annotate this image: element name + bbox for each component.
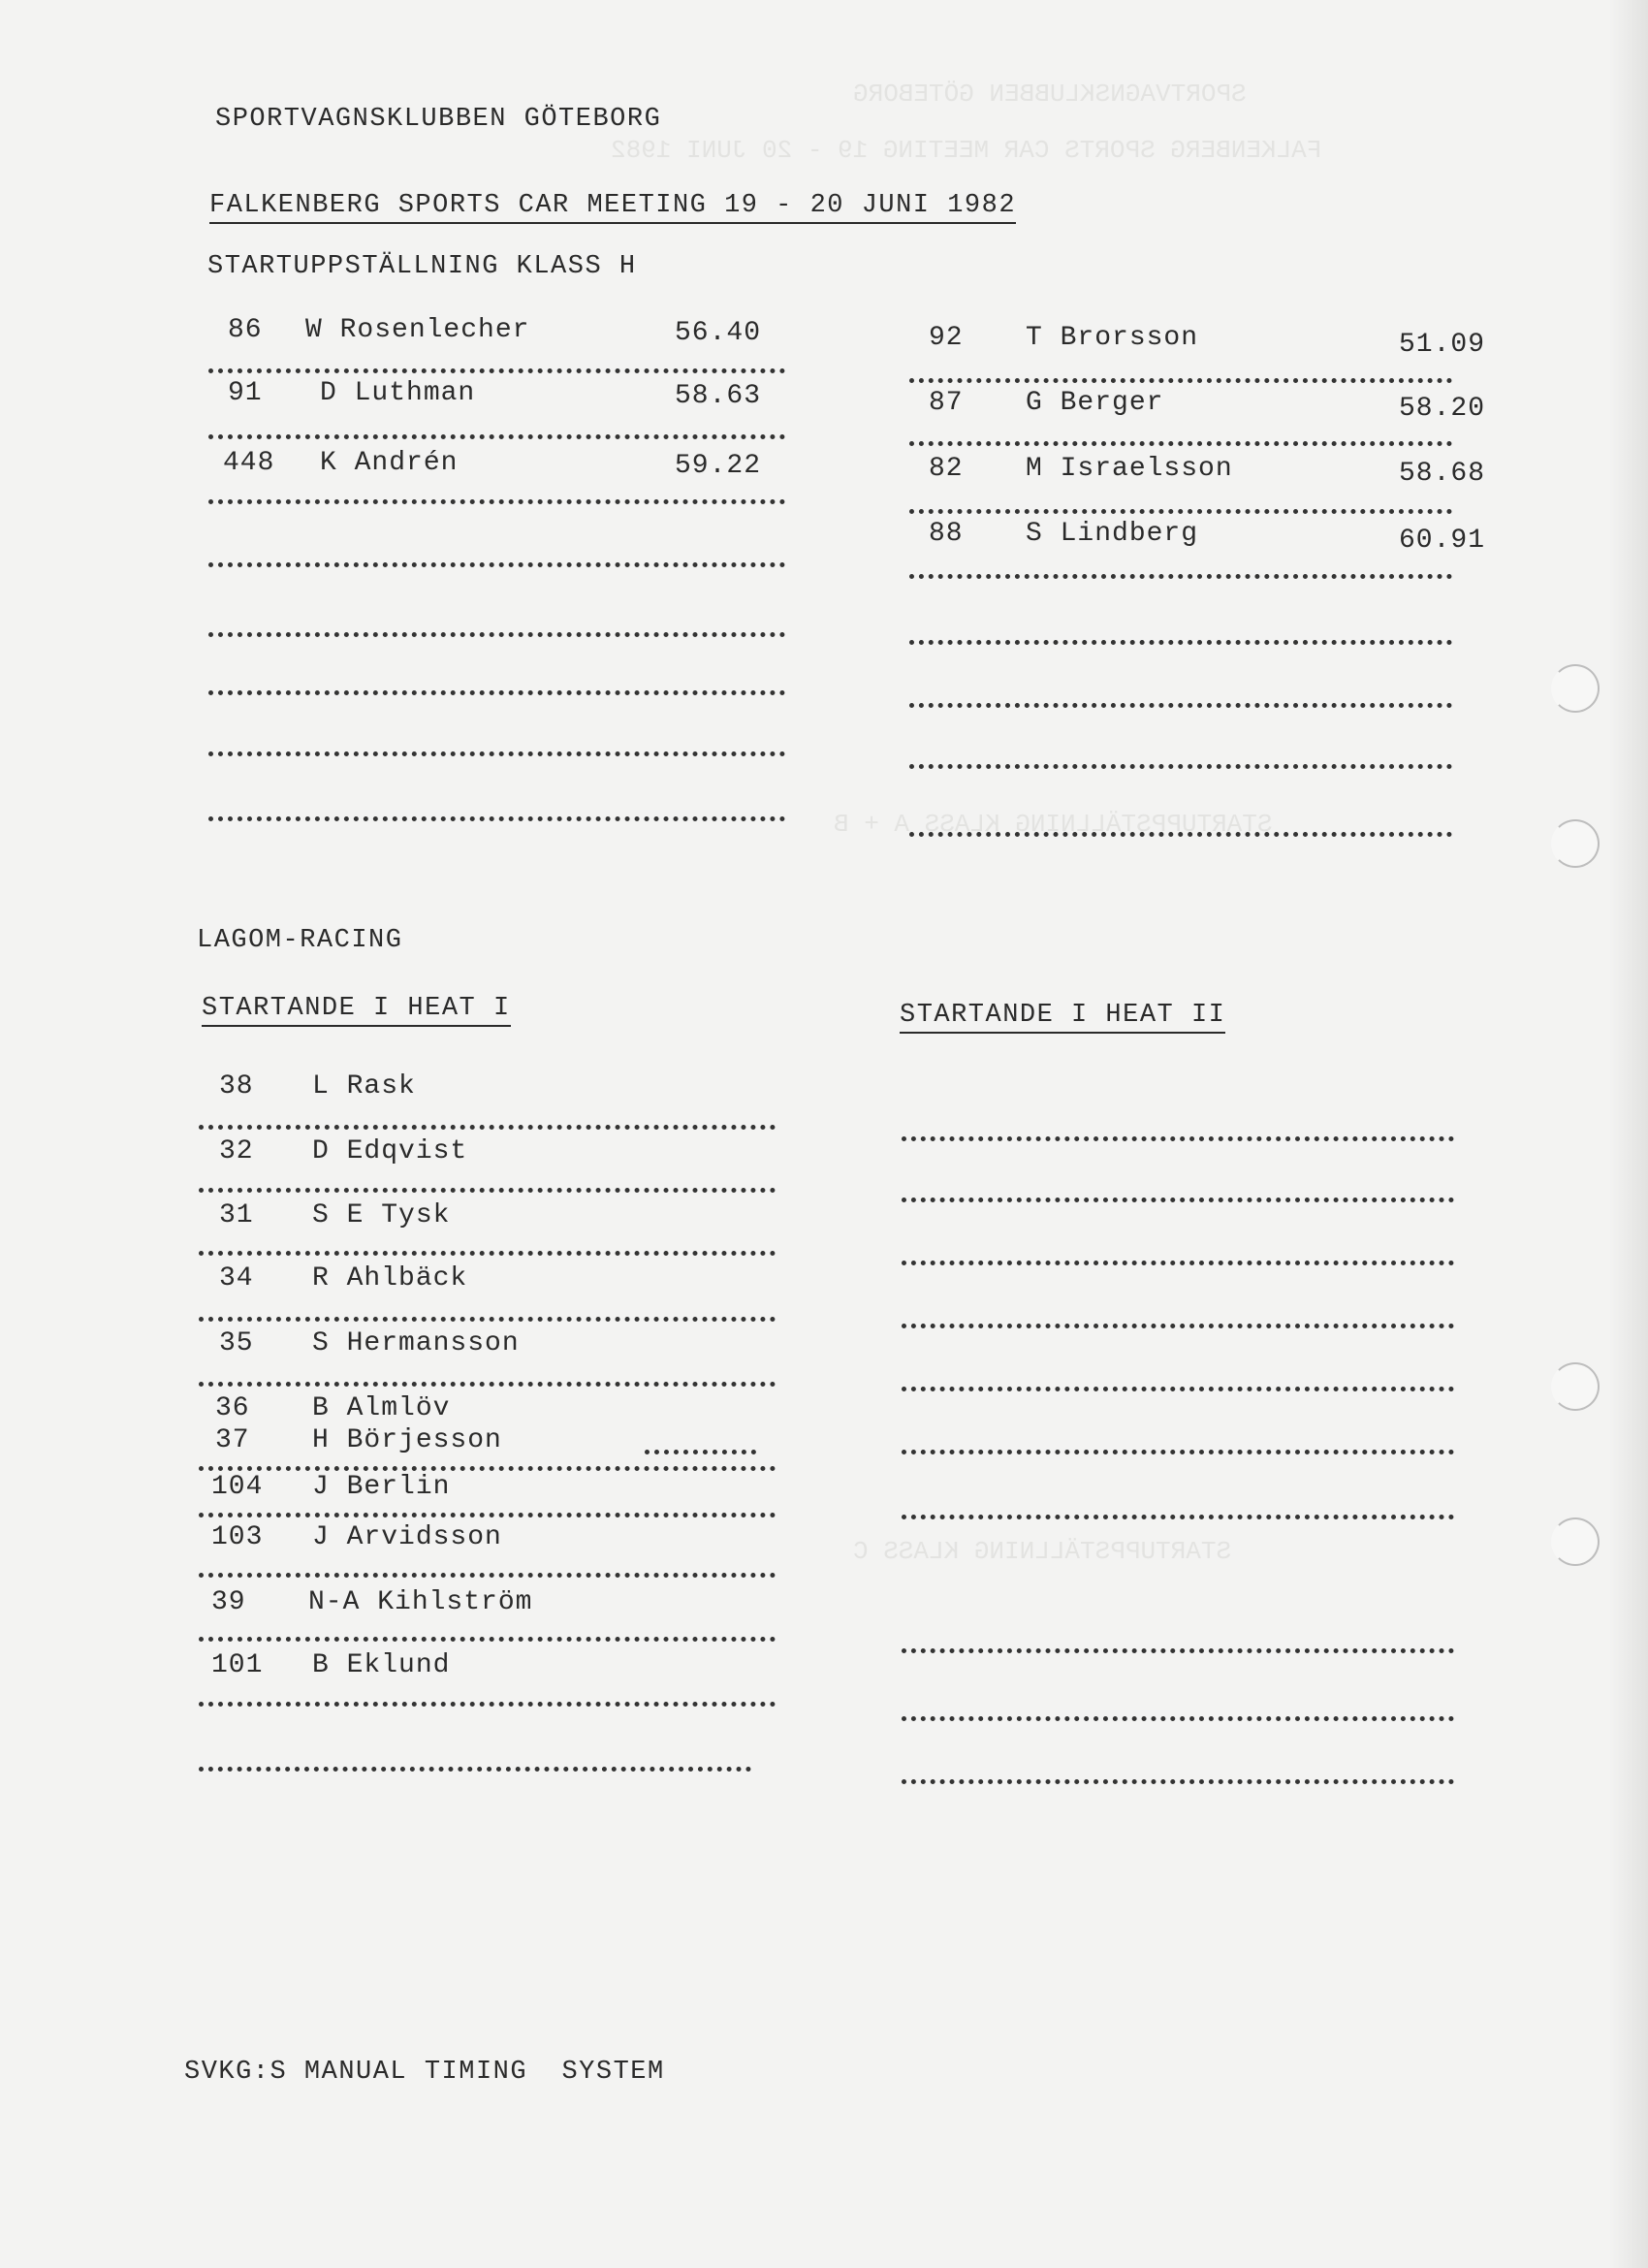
dotted-line — [909, 441, 1452, 446]
dotted-line — [909, 832, 1452, 837]
car-number: 92 — [929, 323, 964, 353]
dotted-line — [902, 1387, 1454, 1391]
car-number: 36 — [215, 1393, 250, 1423]
dotted-line — [199, 1702, 776, 1707]
car-number: 91 — [228, 378, 263, 408]
punch-hole — [1551, 1362, 1600, 1411]
car-number: 104 — [211, 1472, 264, 1502]
driver-name: S Lindberg — [1026, 519, 1199, 549]
club-name: SPORTVAGNSKLUBBEN GÖTEBORG — [215, 105, 662, 134]
car-number: 86 — [228, 315, 263, 345]
dotted-line — [199, 1513, 776, 1517]
car-number: 31 — [219, 1200, 254, 1230]
driver-name: J Berlin — [312, 1472, 451, 1502]
dotted-line — [902, 1515, 1454, 1519]
car-number: 103 — [211, 1522, 264, 1552]
document-page: SPORTVAGNSKLUBBEN GÖTEBORG FALKENBERG SPORTS CAR MEETING 19 - 20 JUNI 1982 STARTUPPSTÄLLNING KLASS A + B STARTUPPSTÄLLNING KLASS C SPORTVAGNSKLUBBEN GÖTEBORG FALKENBERG SPORTS CAR MEETING 19 - 20 JUNI 1982 STARTUPPSTÄLLNING KLASS H 86 W Rosenlecher 56.40 91 D Luthman 58.63 448 K Andrén 59.22 92 T Brorsson 51.09 87 G Berger 58.20 82 M Israelsson 58.68 88 S Lindberg 60.91 LAGOM-RACING STARTANDE I HEAT I STARTANDE I HEAT II 38 L Rask 32 D Edqvist 31 S E Tysk 34 R Ahlbäck 35 S Hermansson 36 B Almlöv 37 H Börjesson 104 J Berlin 103 J Arvidsson 39 N-A Kihlström 101 B Eklund SVKG:S MANUAL TIMING SYSTEM — [0, 0, 1648, 2268]
heat2-title: STARTANDE I HEAT II — [900, 1001, 1225, 1034]
lap-time: 60.91 — [1399, 526, 1486, 556]
lagom-title: LAGOM-RACING — [197, 926, 403, 955]
dotted-line — [909, 703, 1452, 708]
dotted-line — [208, 368, 785, 373]
driver-name: M Israelsson — [1026, 454, 1233, 484]
driver-name: D Edqvist — [312, 1136, 468, 1166]
lap-time: 51.09 — [1399, 330, 1486, 360]
dotted-line — [902, 1779, 1454, 1784]
lap-time: 56.40 — [675, 318, 762, 348]
driver-name: B Almlöv — [312, 1393, 451, 1423]
car-number: 39 — [211, 1587, 246, 1617]
dotted-line — [199, 1188, 776, 1193]
dotted-line — [909, 509, 1452, 514]
driver-name: J Arvidsson — [312, 1522, 502, 1552]
dotted-line — [902, 1324, 1454, 1328]
dotted-line — [909, 764, 1452, 769]
dotted-line — [208, 562, 785, 567]
dotted-line — [199, 1317, 776, 1322]
punch-hole — [1551, 819, 1600, 868]
dotted-line — [208, 434, 785, 439]
lap-time: 58.20 — [1399, 394, 1486, 424]
car-number: 32 — [219, 1136, 254, 1166]
dotted-line — [902, 1261, 1454, 1265]
dotted-line — [902, 1648, 1454, 1653]
driver-name: T Brorsson — [1026, 323, 1199, 353]
lap-time: 59.22 — [675, 451, 762, 481]
car-number: 38 — [219, 1071, 254, 1102]
driver-name: W Rosenlecher — [305, 315, 530, 345]
klass-h-title: STARTUPPSTÄLLNING KLASS H — [207, 252, 637, 281]
driver-name: G Berger — [1026, 388, 1164, 418]
car-number: 448 — [223, 448, 275, 478]
car-number: 88 — [929, 519, 964, 549]
car-number: 82 — [929, 454, 964, 484]
driver-name: S Hermansson — [312, 1328, 520, 1358]
meeting-title: FALKENBERG SPORTS CAR MEETING 19 - 20 JUNI 1982 — [209, 191, 1016, 224]
punch-hole — [1551, 1517, 1600, 1566]
driver-name: S E Tysk — [312, 1200, 451, 1230]
driver-name: K Andrén — [320, 448, 459, 478]
car-number: 37 — [215, 1425, 250, 1455]
dotted-line — [199, 1125, 776, 1130]
dotted-line — [909, 574, 1452, 579]
dotted-line — [199, 1767, 751, 1772]
dotted-line — [208, 816, 785, 821]
car-number: 35 — [219, 1328, 254, 1358]
driver-name: R Ahlbäck — [312, 1263, 468, 1294]
heat1-title: STARTANDE I HEAT I — [202, 994, 511, 1027]
dotted-line — [645, 1450, 756, 1454]
lap-time: 58.68 — [1399, 459, 1486, 489]
dotted-line — [902, 1716, 1454, 1721]
dotted-line — [909, 378, 1452, 383]
dotted-line — [199, 1637, 776, 1642]
car-number: 101 — [211, 1650, 264, 1680]
paper-edge-shadow — [1609, 0, 1648, 2268]
car-number: 87 — [929, 388, 964, 418]
driver-name: L Rask — [312, 1071, 416, 1102]
driver-name: N-A Kihlström — [308, 1587, 533, 1617]
lap-time: 58.63 — [675, 381, 762, 411]
car-number: 34 — [219, 1263, 254, 1294]
driver-name: D Luthman — [320, 378, 476, 408]
dotted-line — [208, 690, 785, 695]
dotted-line — [199, 1382, 776, 1387]
driver-name: H Börjesson — [312, 1425, 502, 1455]
dotted-line — [199, 1573, 776, 1578]
dotted-line — [208, 632, 785, 637]
dotted-line — [909, 640, 1452, 645]
dotted-line — [902, 1198, 1454, 1202]
dotted-line — [208, 499, 785, 504]
dotted-line — [902, 1136, 1454, 1141]
footer-text: SVKG:S MANUAL TIMING SYSTEM — [184, 2058, 665, 2087]
driver-name: B Eklund — [312, 1650, 451, 1680]
dotted-line — [902, 1450, 1454, 1454]
punch-hole — [1551, 664, 1600, 713]
dotted-line — [199, 1466, 776, 1471]
dotted-line — [199, 1251, 776, 1256]
dotted-line — [208, 751, 785, 756]
